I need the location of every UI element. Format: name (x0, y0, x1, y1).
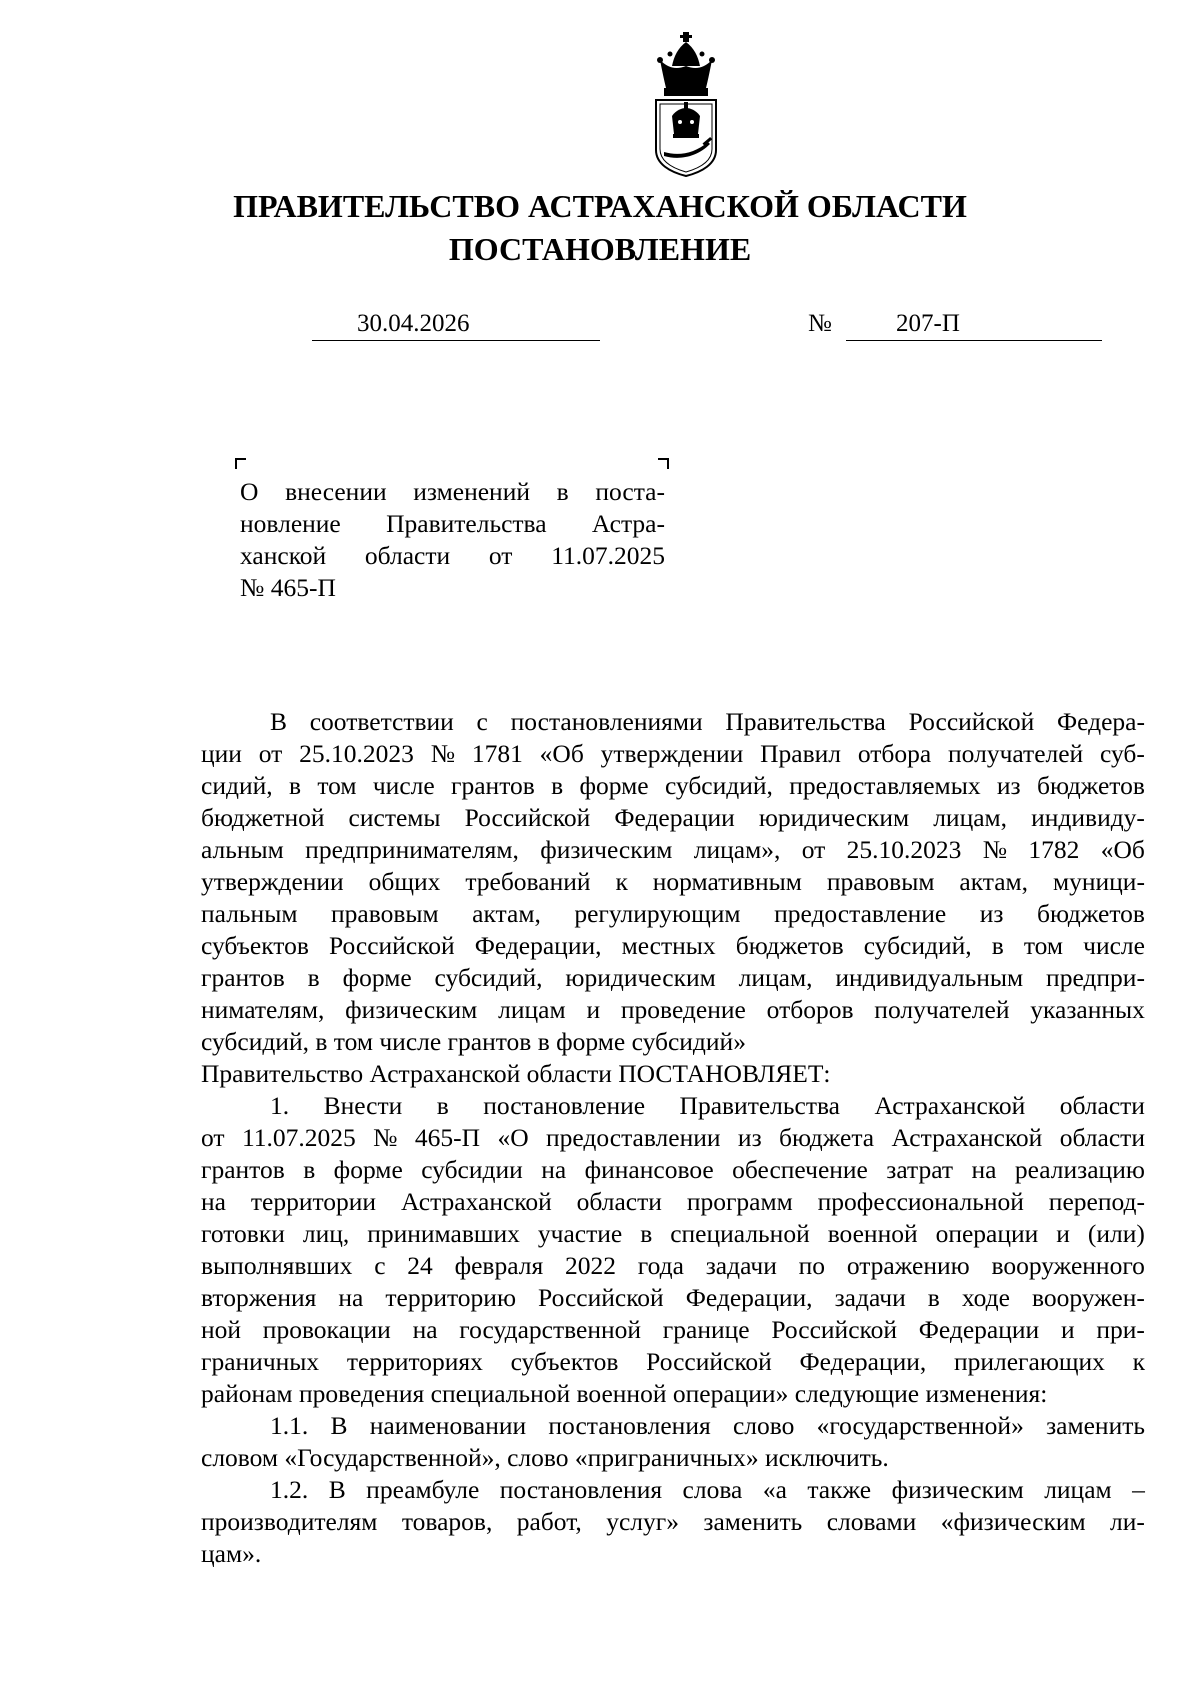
body-line: бюджетной системы Российской Федерации юридическим лицам, индивиду- (201, 803, 1145, 832)
body-line: цам». (201, 1539, 262, 1568)
body-line: от 11.07.2025 № 465-П «О предоставлении из бюджета Астраханской области (201, 1123, 1145, 1152)
body-line: 1.1. В наименовании постановления слово «государственной» заменить (270, 1411, 1145, 1440)
body-line: вторжения на территорию Российской Федерации, задачи в ходе вооружен- (201, 1283, 1145, 1312)
subject-line: новление Правительства Астра- (240, 509, 665, 538)
body-line: пальным правовым актам, регулирующим предоставление из бюджетов (201, 899, 1145, 928)
number-field (846, 310, 1102, 341)
body-line: сидий, в том числе грантов в форме субсидий, предоставляемых из бюджетов (201, 771, 1145, 800)
coat-of-arms-icon (638, 30, 734, 180)
doc-type-title: ПОСТАНОВЛЕНИЕ (448, 231, 752, 267)
body-line: граничных территориях субъектов Российской Федерации, прилегающих к (201, 1347, 1145, 1376)
subject-corner-mark-right (658, 458, 669, 469)
subject-line: ханской области от 11.07.2025 (240, 541, 665, 570)
document-body (201, 706, 1145, 1570)
date-value: 30.04.2026 (357, 310, 470, 337)
body-line: ной провокации на государственной границе Российской Федерации и при- (201, 1315, 1145, 1344)
subject-block (240, 476, 665, 604)
body-line: словом «Государственной», слово «приграничных» исключить. (201, 1443, 889, 1472)
body-line: на территории Астраханской области программ профессиональной перепод- (201, 1187, 1145, 1216)
body-line: готовки лиц, принимавших участие в специальной военной операции и (или) (201, 1219, 1145, 1248)
body-line: В соответствии с постановлениями Правительства Российской Федера- (270, 707, 1145, 736)
body-line: нимателям, физическим лицам и проведение отборов получателей указанных (201, 995, 1145, 1024)
subject-corner-mark-left (235, 458, 246, 469)
body-line: субсидий, в том числе грантов в форме субсидий» (201, 1027, 746, 1056)
number-label: № (808, 310, 832, 337)
org-title: ПРАВИТЕЛЬСТВО АСТРАХАНСКОЙ ОБЛАСТИ (233, 188, 967, 224)
body-line: Правительство Астраханской области ПОСТАНОВЛЯЕТ: (201, 1059, 831, 1088)
body-line: утверждении общих требований к нормативным правовым актам, муници- (201, 867, 1145, 896)
body-line: субъектов Российской Федерации, местных бюджетов субсидий, в том числе (201, 931, 1145, 960)
body-line: производителям товаров, работ, услуг» заменить словами «физическим ли- (201, 1507, 1145, 1536)
subject-line: О внесении изменений в поста- (240, 477, 665, 506)
body-line: альным предпринимателям, физическим лицам», от 25.10.2023 № 1782 «Об (201, 835, 1145, 864)
date-field (312, 310, 600, 341)
body-line: грантов в форме субсидий, юридическим лицам, индивидуальным предпри- (201, 963, 1145, 992)
body-line: районам проведения специальной военной операции» следующие изменения: (201, 1379, 1048, 1408)
body-line: грантов в форме субсидии на финансовое обеспечение затрат на реализацию (201, 1155, 1145, 1184)
subject-line: № 465-П (240, 573, 336, 602)
body-line: 1. Внести в постановление Правительства Астраханской области (270, 1091, 1145, 1120)
body-line: выполнявших с 24 февраля 2022 года задачи по отражению вооруженного (201, 1251, 1145, 1280)
number-value: 207-П (896, 310, 960, 337)
body-line: ции от 25.10.2023 № 1781 «Об утверждении Правил отбора получателей суб- (201, 739, 1145, 768)
body-line: 1.2. В преамбуле постановления слова «а также физическим лицам – (270, 1475, 1145, 1504)
